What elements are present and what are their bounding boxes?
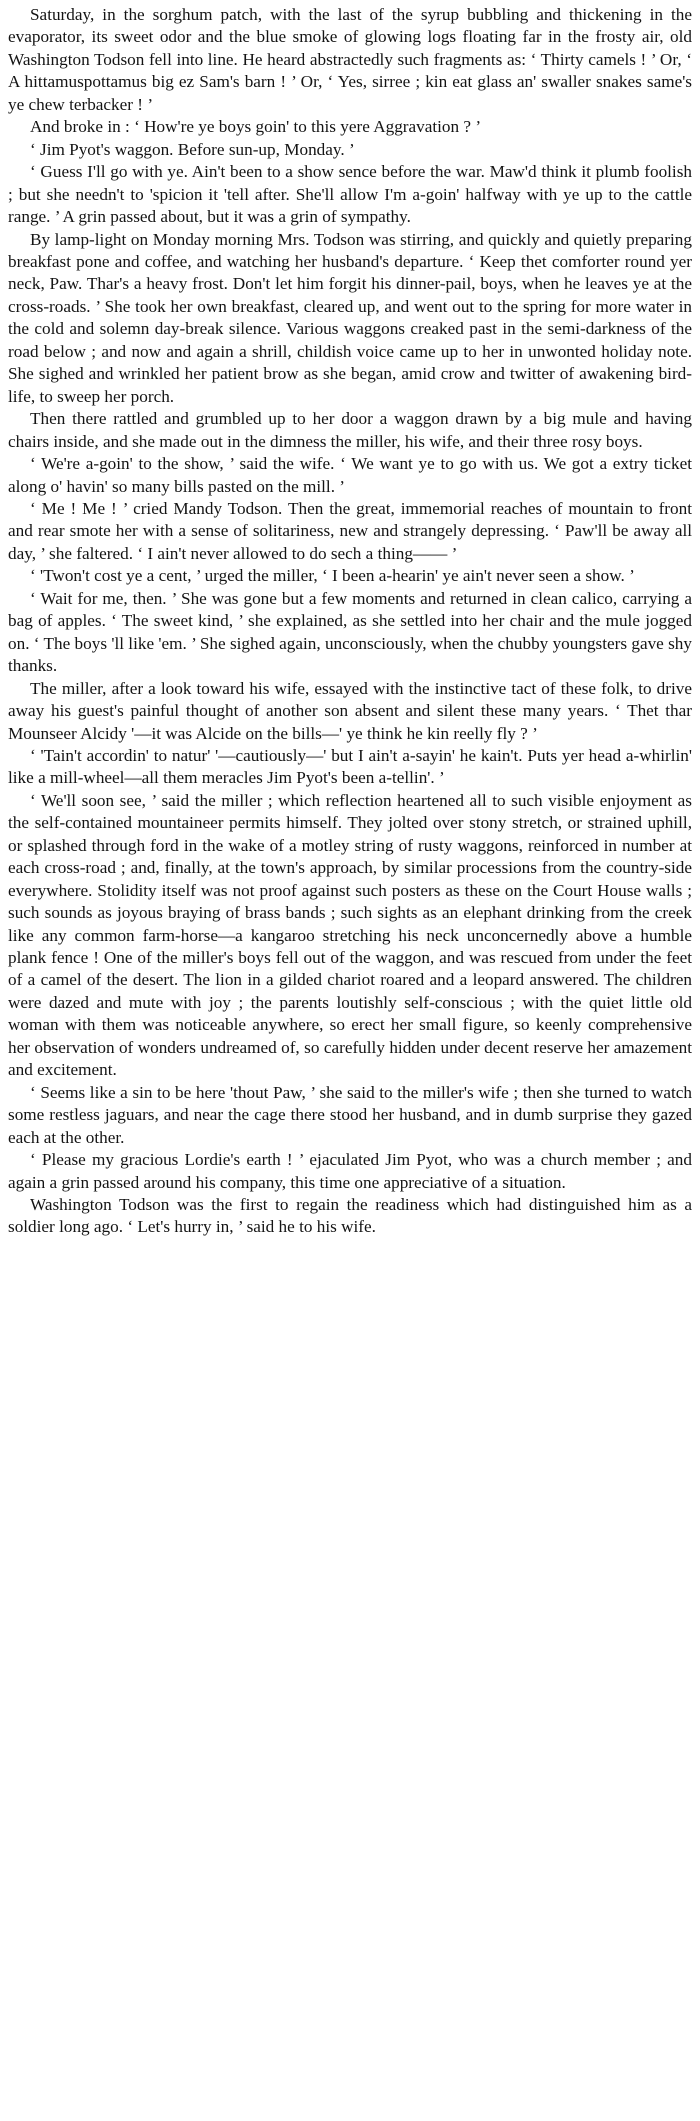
paragraph-me-me: ‘ Me ! Me ! ’ cried Mandy Todson. Then the great, immemorial reaches of mountain to front and rear smote her with a sense of solitariness, new and strangely depressing. ‘ Paw'll be away all day, ’ she faltered. ‘ I ain't never allowed to do sech a thing—— ’ — [8, 498, 692, 563]
paragraph-waggon-arrives: Then there rattled and grumbled up to her door a waggon drawn by a big mule and having chairs inside, and she made out in the dimness the miller, his wife, and their three rosy boys. — [8, 409, 692, 451]
paragraph-guess-ill-go: ‘ Guess I'll go with ye. Ain't been to a show sence before the war. Maw'd think it plumb foolish ; but she needn't to 'spicion it 'tell after. She'll allow I'm a-goin' halfway with ye up to the cattle range. ’ A grin passed about, but it was a grin of sympathy. — [8, 162, 692, 227]
paragraph-goin-to-show: ‘ We're a-goin' to the show, ’ said the wife. ‘ We want ye to go with us. We got a extry ticket along o' havin' so many bills pasted on the mill. ’ — [8, 454, 692, 496]
paragraph-lets-hurry-in: Washington Todson was the first to regain the readiness which had distinguished him as a soldier long ago. ‘ Let's hurry in, ’ said he to his wife. — [8, 1195, 692, 1237]
paragraph-lamp-light-morning: By lamp-light on Monday morning Mrs. Todson was stirring, and quickly and quietly preparing breakfast pone and coffee, and watching her husband's departure. ‘ Keep thet comforter round yer neck, Paw. Thar's a heavy frost. Don't let him forgit his dinner-pail, boys, when he leaves ye at the cross-roads. ’ She took her own breakfast, cleared up, and went out to the spring for more water in the cold and solemn day-break silence. Various waggons creaked past in the semi-darkness of the road below ; and now and again a shrill, childish voice came up to her in unwonted holiday note. She sighed and wrinkled her patient brow as she began, amid crow and twitter of awakening bird-life, to sweep her porch. — [8, 229, 692, 406]
paragraph-lordies-earth: ‘ Please my gracious Lordie's earth ! ’ ejaculated Jim Pyot, who was a church member ; and again a grin passed around his company, this time one appreciative of a situation. — [8, 1150, 692, 1192]
paragraph-sorghum-patch: Saturday, in the sorghum patch, with the last of the syrup bubbling and thickening in the evaporator, its sweet odor and the blue smoke of glowing logs floating far in the frosty air, old Washington Todson fell into line. He heard abstractedly such fragments as: ‘ Thirty camels ! ’ Or, ‘ A hittamuspottamus big ez Sam's barn ! ’ Or, ‘ Yes, sirree ; kin eat glass an' swaller snakes same's ye chew terbacker ! ’ — [8, 5, 692, 114]
paragraph-sin-thout-paw: ‘ Seems like a sin to be here 'thout Paw, ’ she said to the miller's wife ; then she turned to watch some restless jaguars, and near the cage there stood her husband, and in dumb surprise they gazed each at the other. — [8, 1082, 692, 1147]
paragraph-jim-pyots-waggon: ‘ Jim Pyot's waggon. Before sun-up, Monday. ’ — [30, 139, 355, 159]
paragraph-taint-accordin: ‘ 'Tain't accordin' to natur' '—cautiously—' but I ain't a-sayin' he kain't. Puts yer head a-whirlin' like a mill-wheel—all them meracles Jim Pyot's been a-tellin'. ’ — [8, 745, 692, 788]
paragraph-well-soon-see: ‘ We'll soon see, ’ said the miller ; which reflection heartened all to such visible enjoyment as the self-contained mountaineer permits himself. They jolted over stony stretch, or strained uphill, or splashed through ford in the wake of a motley string of rusty waggons, reinforced in number at each cross-road ; and, finally, at the town's approach, by similar processions from the country-side everywhere. Stolidity itself was not proof against such posters as these on the Court House walls ; such sounds as joyous braying of brass bands ; such sights as an elephant drinking from the creek like any common farm-horse—a kangaroo stretching his neck unconcernedly above a humble plank fence ! One of the miller's boys fell out of the waggon, and was rescued from under the feet of a camel of the desert. The lion in a gilded chariot roared and a leopard answered. The children were dazed and mute with joy ; the parents loutishly self-conscious ; with the quiet little old woman with them was noticeable anywhere, so erect her small figure, so keenly comprehensive her observation of wonders undreamed of, so carefully hidden under decent reserve her amazement and excitement. — [8, 790, 692, 1080]
paragraph-wait-for-me: ‘ Wait for me, then. ’ She was gone but a few moments and returned in clean calico, carrying a bag of apples. ‘ The sweet kind, ’ she explained, as she settled into her chair and the mule jogged on. ‘ The boys 'll like 'em. ’ She sighed again, unconsciously, when the chubby youngsters gave shy thanks. — [8, 588, 692, 676]
paragraph-broke-in: And broke in : ‘ How're ye boys goin' to this yere Aggravation ? ’ — [30, 117, 482, 137]
paragraph-miller-tact: The miller, after a look toward his wife, essayed with the instinctive tact of these folk, to drive away his guest's painful thought of another son absent and silent these many years. ‘ Thet thar Mounseer Alcidy '—it was Alcide on the bills—' ye think he kin reelly fly ? ’ — [8, 678, 692, 743]
paragraph-wont-cost: ‘ 'Twon't cost ye a cent, ’ urged the miller, ‘ I been a-hearin' ye ain't never seen a show. ’ — [30, 566, 635, 586]
